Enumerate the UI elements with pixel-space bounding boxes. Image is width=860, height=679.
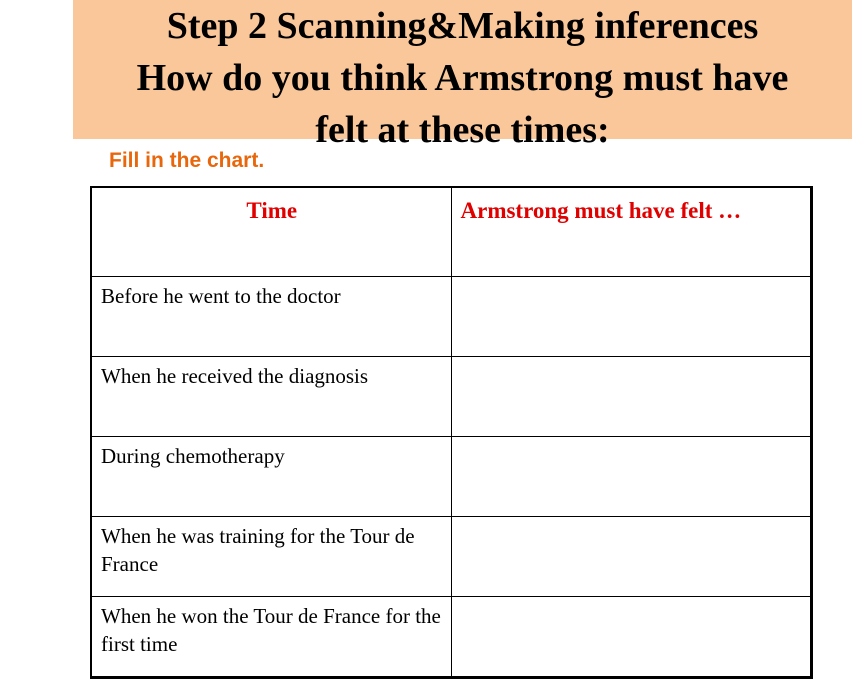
feeling-cell[interactable] xyxy=(451,517,811,597)
table-row xyxy=(91,277,811,357)
header-time: Time xyxy=(91,187,451,277)
feeling-cell[interactable] xyxy=(451,277,811,357)
header-row xyxy=(91,187,811,277)
table-row xyxy=(91,517,811,597)
header-feeling: Armstrong must have felt … xyxy=(451,187,811,277)
feeling-cell[interactable] xyxy=(451,437,811,517)
time-cell: During chemotherapy xyxy=(91,437,451,517)
title-line-2: How do you think Armstrong must have xyxy=(136,57,789,99)
table-row xyxy=(91,437,811,517)
feeling-cell[interactable] xyxy=(451,357,811,437)
time-cell: When he received the diagnosis xyxy=(91,357,451,437)
table-row xyxy=(91,597,811,678)
table-row xyxy=(91,357,811,437)
time-cell: When he was training for the Tour de France xyxy=(91,517,451,597)
feeling-cell[interactable] xyxy=(451,597,811,678)
title-line-1: Step 2 Scanning&Making inferences xyxy=(166,5,759,47)
slide-title xyxy=(73,0,852,156)
time-cell: When he won the Tour de France for the first time xyxy=(91,597,451,678)
time-cell: Before he went to the doctor xyxy=(91,277,451,357)
inference-chart xyxy=(90,186,813,679)
instruction-text: Fill in the chart. xyxy=(109,149,265,172)
title-line-3: felt at these times: xyxy=(315,109,610,151)
